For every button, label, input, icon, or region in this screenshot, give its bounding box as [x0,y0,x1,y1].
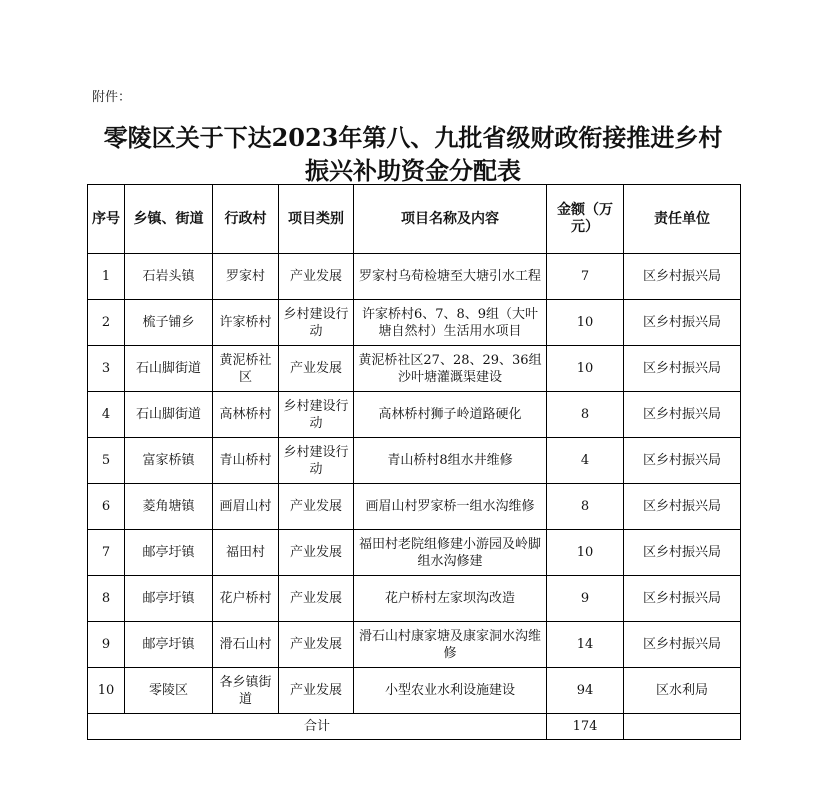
cell-unit: 区乡村振兴局 [624,622,741,668]
table-row [88,300,741,346]
cell-amount: 10 [547,346,624,392]
cell-serial: 3 [88,346,125,392]
table-header-row [88,185,741,254]
cell-village: 高林桥村 [213,392,279,438]
cell-village: 罗家村 [213,254,279,300]
cell-project: 高林桥村狮子岭道路硬化 [354,392,547,438]
cell-project: 滑石山村康家塘及康家洞水沟维修 [354,622,547,668]
table-row [88,668,741,714]
cell-amount: 9 [547,576,624,622]
cell-village: 花户桥村 [213,576,279,622]
cell-unit: 区乡村振兴局 [624,254,741,300]
cell-amount: 14 [547,622,624,668]
cell-township: 零陵区 [125,668,213,714]
table-row [88,484,741,530]
cell-category: 产业发展 [279,530,354,576]
cell-village: 福田村 [213,530,279,576]
cell-serial: 1 [88,254,125,300]
cell-category: 产业发展 [279,622,354,668]
cell-project: 黄泥桥社区27、28、29、36组沙叶塘灌溉渠建设 [354,346,547,392]
cell-serial: 6 [88,484,125,530]
cell-serial: 5 [88,438,125,484]
cell-village: 画眉山村 [213,484,279,530]
cell-township: 石山脚街道 [125,392,213,438]
cell-township: 邮亭圩镇 [125,622,213,668]
cell-category: 乡村建设行动 [279,392,354,438]
cell-category: 产业发展 [279,254,354,300]
cell-unit: 区乡村振兴局 [624,484,741,530]
table-row [88,346,741,392]
cell-village: 许家桥村 [213,300,279,346]
cell-amount: 4 [547,438,624,484]
total-amount: 174 [547,714,624,740]
cell-amount: 94 [547,668,624,714]
cell-unit: 区乡村振兴局 [624,300,741,346]
cell-project: 许家桥村6、7、8、9组（大叶塘自然村）生活用水项目 [354,300,547,346]
cell-amount: 10 [547,530,624,576]
cell-township: 富家桥镇 [125,438,213,484]
cell-category: 乡村建设行动 [279,300,354,346]
cell-project: 小型农业水利设施建设 [354,668,547,714]
cell-village: 黄泥桥社区 [213,346,279,392]
fund-allocation-table [87,184,741,740]
cell-township: 石岩头镇 [125,254,213,300]
cell-serial: 7 [88,530,125,576]
cell-serial: 2 [88,300,125,346]
cell-unit: 区乡村振兴局 [624,438,741,484]
cell-project: 青山桥村8组水井维修 [354,438,547,484]
total-label: 合计 [88,714,547,740]
table-total-row [88,714,741,740]
cell-amount: 8 [547,392,624,438]
cell-village: 青山桥村 [213,438,279,484]
table-row [88,438,741,484]
cell-category: 产业发展 [279,346,354,392]
attachment-label: 附件： [92,90,132,105]
table-row [88,530,741,576]
header-township: 乡镇、街道 [125,185,213,254]
cell-project: 罗家村乌荀检塘至大塘引水工程 [354,254,547,300]
table-row [88,576,741,622]
table-row [88,392,741,438]
cell-category: 产业发展 [279,484,354,530]
cell-project: 福田村老院组修建小游园及岭脚组水沟修建 [354,530,547,576]
cell-village: 滑石山村 [213,622,279,668]
cell-township: 石山脚街道 [125,346,213,392]
header-category: 项目类别 [279,185,354,254]
total-empty-cell [624,714,741,740]
cell-serial: 8 [88,576,125,622]
cell-amount: 7 [547,254,624,300]
cell-unit: 区乡村振兴局 [624,530,741,576]
table-row [88,254,741,300]
cell-township: 邮亭圩镇 [125,530,213,576]
header-serial: 序号 [88,185,125,254]
cell-township: 邮亭圩镇 [125,576,213,622]
cell-amount: 10 [547,300,624,346]
cell-project: 画眉山村罗家桥一组水沟维修 [354,484,547,530]
header-project: 项目名称及内容 [354,185,547,254]
cell-serial: 4 [88,392,125,438]
cell-village: 各乡镇街道 [213,668,279,714]
table-row [88,622,741,668]
document-title-line-1: 零陵区关于下达2023年第八、九批省级财政衔接推进乡村 [103,123,723,152]
cell-category: 产业发展 [279,668,354,714]
cell-unit: 区乡村振兴局 [624,576,741,622]
cell-category: 产业发展 [279,576,354,622]
cell-serial: 10 [88,668,125,714]
cell-unit: 区乡村振兴局 [624,346,741,392]
cell-project: 花户桥村左家坝沟改造 [354,576,547,622]
cell-unit: 区乡村振兴局 [624,392,741,438]
header-unit: 责任单位 [624,185,741,254]
cell-township: 菱角塘镇 [125,484,213,530]
cell-amount: 8 [547,484,624,530]
cell-township: 梳子铺乡 [125,300,213,346]
document-title-line-2: 振兴补助资金分配表 [305,156,521,185]
header-village: 行政村 [213,185,279,254]
cell-unit: 区水利局 [624,668,741,714]
cell-serial: 9 [88,622,125,668]
cell-category: 乡村建设行动 [279,438,354,484]
header-amount: 金额（万元） [547,185,624,254]
